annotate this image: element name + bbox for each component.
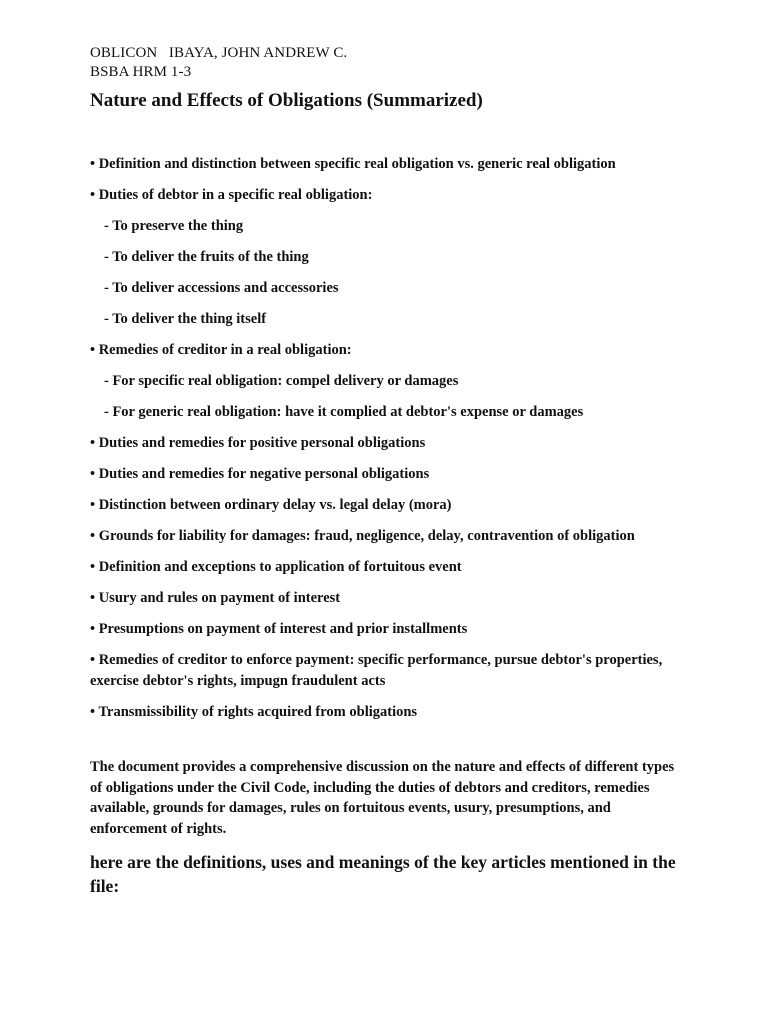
list-item: • Definition and distinction between specific real obligation vs. generic real obligation (90, 156, 616, 172)
list-item: • Definition and exceptions to application of fortuitous event (90, 559, 462, 575)
list-subitem: - For specific real obligation: compel delivery or damages (104, 373, 459, 389)
list-item: • Distinction between ordinary delay vs. legal delay (mora) (90, 497, 452, 513)
list-item: • Duties of debtor in a specific real obligation: (90, 187, 373, 203)
list-subitem: - To deliver the fruits of the thing (104, 249, 309, 265)
section-heading: here are the definitions, uses and meanings of the key articles mentioned in the file: (90, 851, 676, 896)
summary-list (90, 154, 680, 723)
list-item: • Presumptions on payment of interest and prior installments (90, 621, 468, 637)
list-item: • Duties and remedies for positive personal obligations (90, 435, 426, 451)
list-item: • Usury and rules on payment of interest (90, 590, 341, 606)
document-title: Nature and Effects of Obligations (Summarized) (90, 90, 483, 111)
summary-paragraph: The document provides a comprehensive discussion on the nature and effects of different types of obligations under the Civil Code, including the duties of debtors and creditors, remedies available, grounds for damages, rules on fortuitous events, usury, presumptions, and enforcement of rights. (90, 759, 675, 838)
list-subitem: - To preserve the thing (104, 218, 244, 234)
list-item: • Transmissibility of rights acquired from obligations (90, 704, 418, 720)
document-page (90, 44, 680, 898)
list-subitem: - To deliver accessions and accessories (104, 280, 339, 296)
list-item: • Grounds for liability for damages: fraud, negligence, delay, contravention of obligation (90, 528, 635, 544)
list-subitem: - For generic real obligation: have it complied at debtor's expense or damages (104, 404, 584, 420)
header-course-name: OBLICON IBAYA, JOHN ANDREW C. (90, 45, 348, 61)
list-item: • Remedies of creditor in a real obligation: (90, 342, 352, 358)
list-item: • Remedies of creditor to enforce payment: specific performance, pursue debtor's properties, exercise debtor's rights, impugn fraudulent acts (90, 652, 663, 689)
header-section: BSBA HRM 1-3 (90, 64, 192, 80)
list-item: • Duties and remedies for negative personal obligations (90, 466, 430, 482)
list-subitem: - To deliver the thing itself (104, 311, 267, 327)
